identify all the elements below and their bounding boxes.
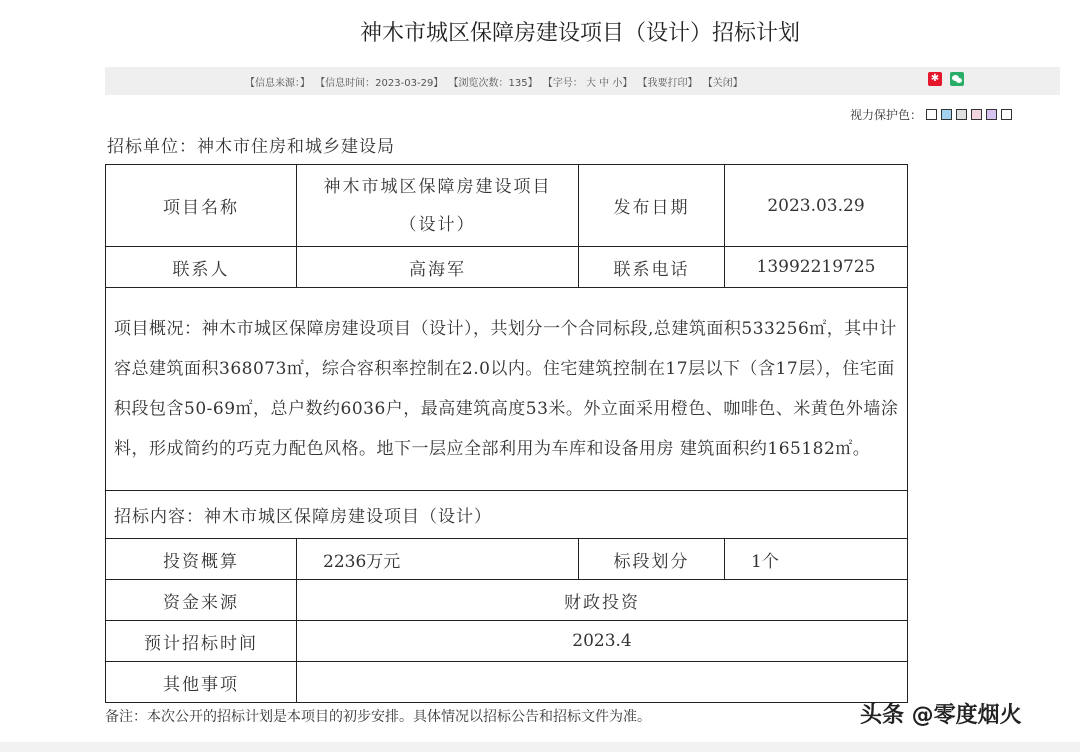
tender-time-value: 2023.4 xyxy=(297,621,908,662)
fund-value: 财政投资 xyxy=(297,580,908,621)
eye-care-swatch[interactable] xyxy=(1001,109,1012,120)
page-title: 神木市城区保障房建设项目（设计）招标计划 xyxy=(359,21,800,46)
tender-content: 招标内容：神木市城区保障房建设项目（设计） xyxy=(106,491,908,539)
table-row xyxy=(106,288,908,491)
close-link[interactable]: 【关闭】 xyxy=(702,78,743,89)
release-date-value: 2023.03.29 xyxy=(725,165,908,247)
eye-care-swatch[interactable] xyxy=(986,109,997,120)
other-value xyxy=(297,662,908,703)
phone-value: 13992219725 xyxy=(725,247,908,288)
meta-time: 【信息时间：2023-03-29】 xyxy=(315,78,444,89)
watermark: 头条 @零度烟火 xyxy=(860,703,1022,728)
fund-label: 资金来源 xyxy=(106,580,297,621)
weibo-icon[interactable]: ✱ xyxy=(928,72,942,86)
eye-care-swatch[interactable] xyxy=(941,109,952,120)
table-row xyxy=(106,165,908,247)
eye-care-swatch[interactable] xyxy=(971,109,982,120)
table-row xyxy=(106,247,908,288)
project-name-label: 项目名称 xyxy=(106,165,297,247)
other-label: 其他事项 xyxy=(106,662,297,703)
meta-views: 【浏览次数：135】 xyxy=(448,78,538,89)
table-row xyxy=(106,491,908,539)
eye-care-swatch[interactable] xyxy=(956,109,967,120)
project-name-value: 神木市城区保障房建设项目（设计） xyxy=(297,165,579,247)
eye-care-swatch[interactable] xyxy=(926,109,937,120)
tender-unit: 招标单位：神木市住房和城乡建设局 xyxy=(107,137,395,157)
eye-care-bar xyxy=(850,104,1012,124)
print-link[interactable]: 【我要打印】 xyxy=(637,78,698,89)
eye-care-label: 视力保护色： xyxy=(850,107,923,122)
tender-table xyxy=(105,164,908,703)
wechat-icon[interactable] xyxy=(950,72,964,86)
table-row xyxy=(106,580,908,621)
font-size-selector[interactable]: 【字号： 大 中 小】 xyxy=(542,78,633,89)
contact-label: 联系人 xyxy=(106,247,297,288)
table-row xyxy=(106,539,908,580)
section-label: 标段划分 xyxy=(579,539,725,580)
project-overview: 项目概况：神木市城区保障房建设项目（设计），共划分一个合同标段,总建筑面积533256㎡，其中计容总建筑面积368073㎡，综合容积率控制在2.0以内。住宅建筑控制在17层以下（含17层），住宅面积段包含50-69㎡，总户数约6036户，最高建筑高度53米。外立面采用橙色、咖啡色、米黄色外墙涂料，形成简约的巧克力配色风格。地下一层应全部利用为车库和设备用房 建筑面积约165182㎡。 xyxy=(106,288,908,491)
table-row xyxy=(106,662,908,703)
bottom-strip xyxy=(0,742,1080,752)
phone-label: 联系电话 xyxy=(579,247,725,288)
invest-value: 2236万元 xyxy=(297,539,579,580)
release-date-label: 发布日期 xyxy=(579,165,725,247)
table-row xyxy=(106,621,908,662)
info-bar xyxy=(105,67,1060,95)
invest-label: 投资概算 xyxy=(106,539,297,580)
meta-source: 【信息来源：】 xyxy=(245,78,310,89)
section-value: 1个 xyxy=(725,539,908,580)
footnote: 备注：本次公开的招标计划是本项目的初步安排。具体情况以招标公告和招标文件为准。 xyxy=(105,709,651,725)
contact-value: 高海军 xyxy=(297,247,579,288)
meta-line xyxy=(245,74,745,89)
tender-time-label: 预计招标时间 xyxy=(106,621,297,662)
